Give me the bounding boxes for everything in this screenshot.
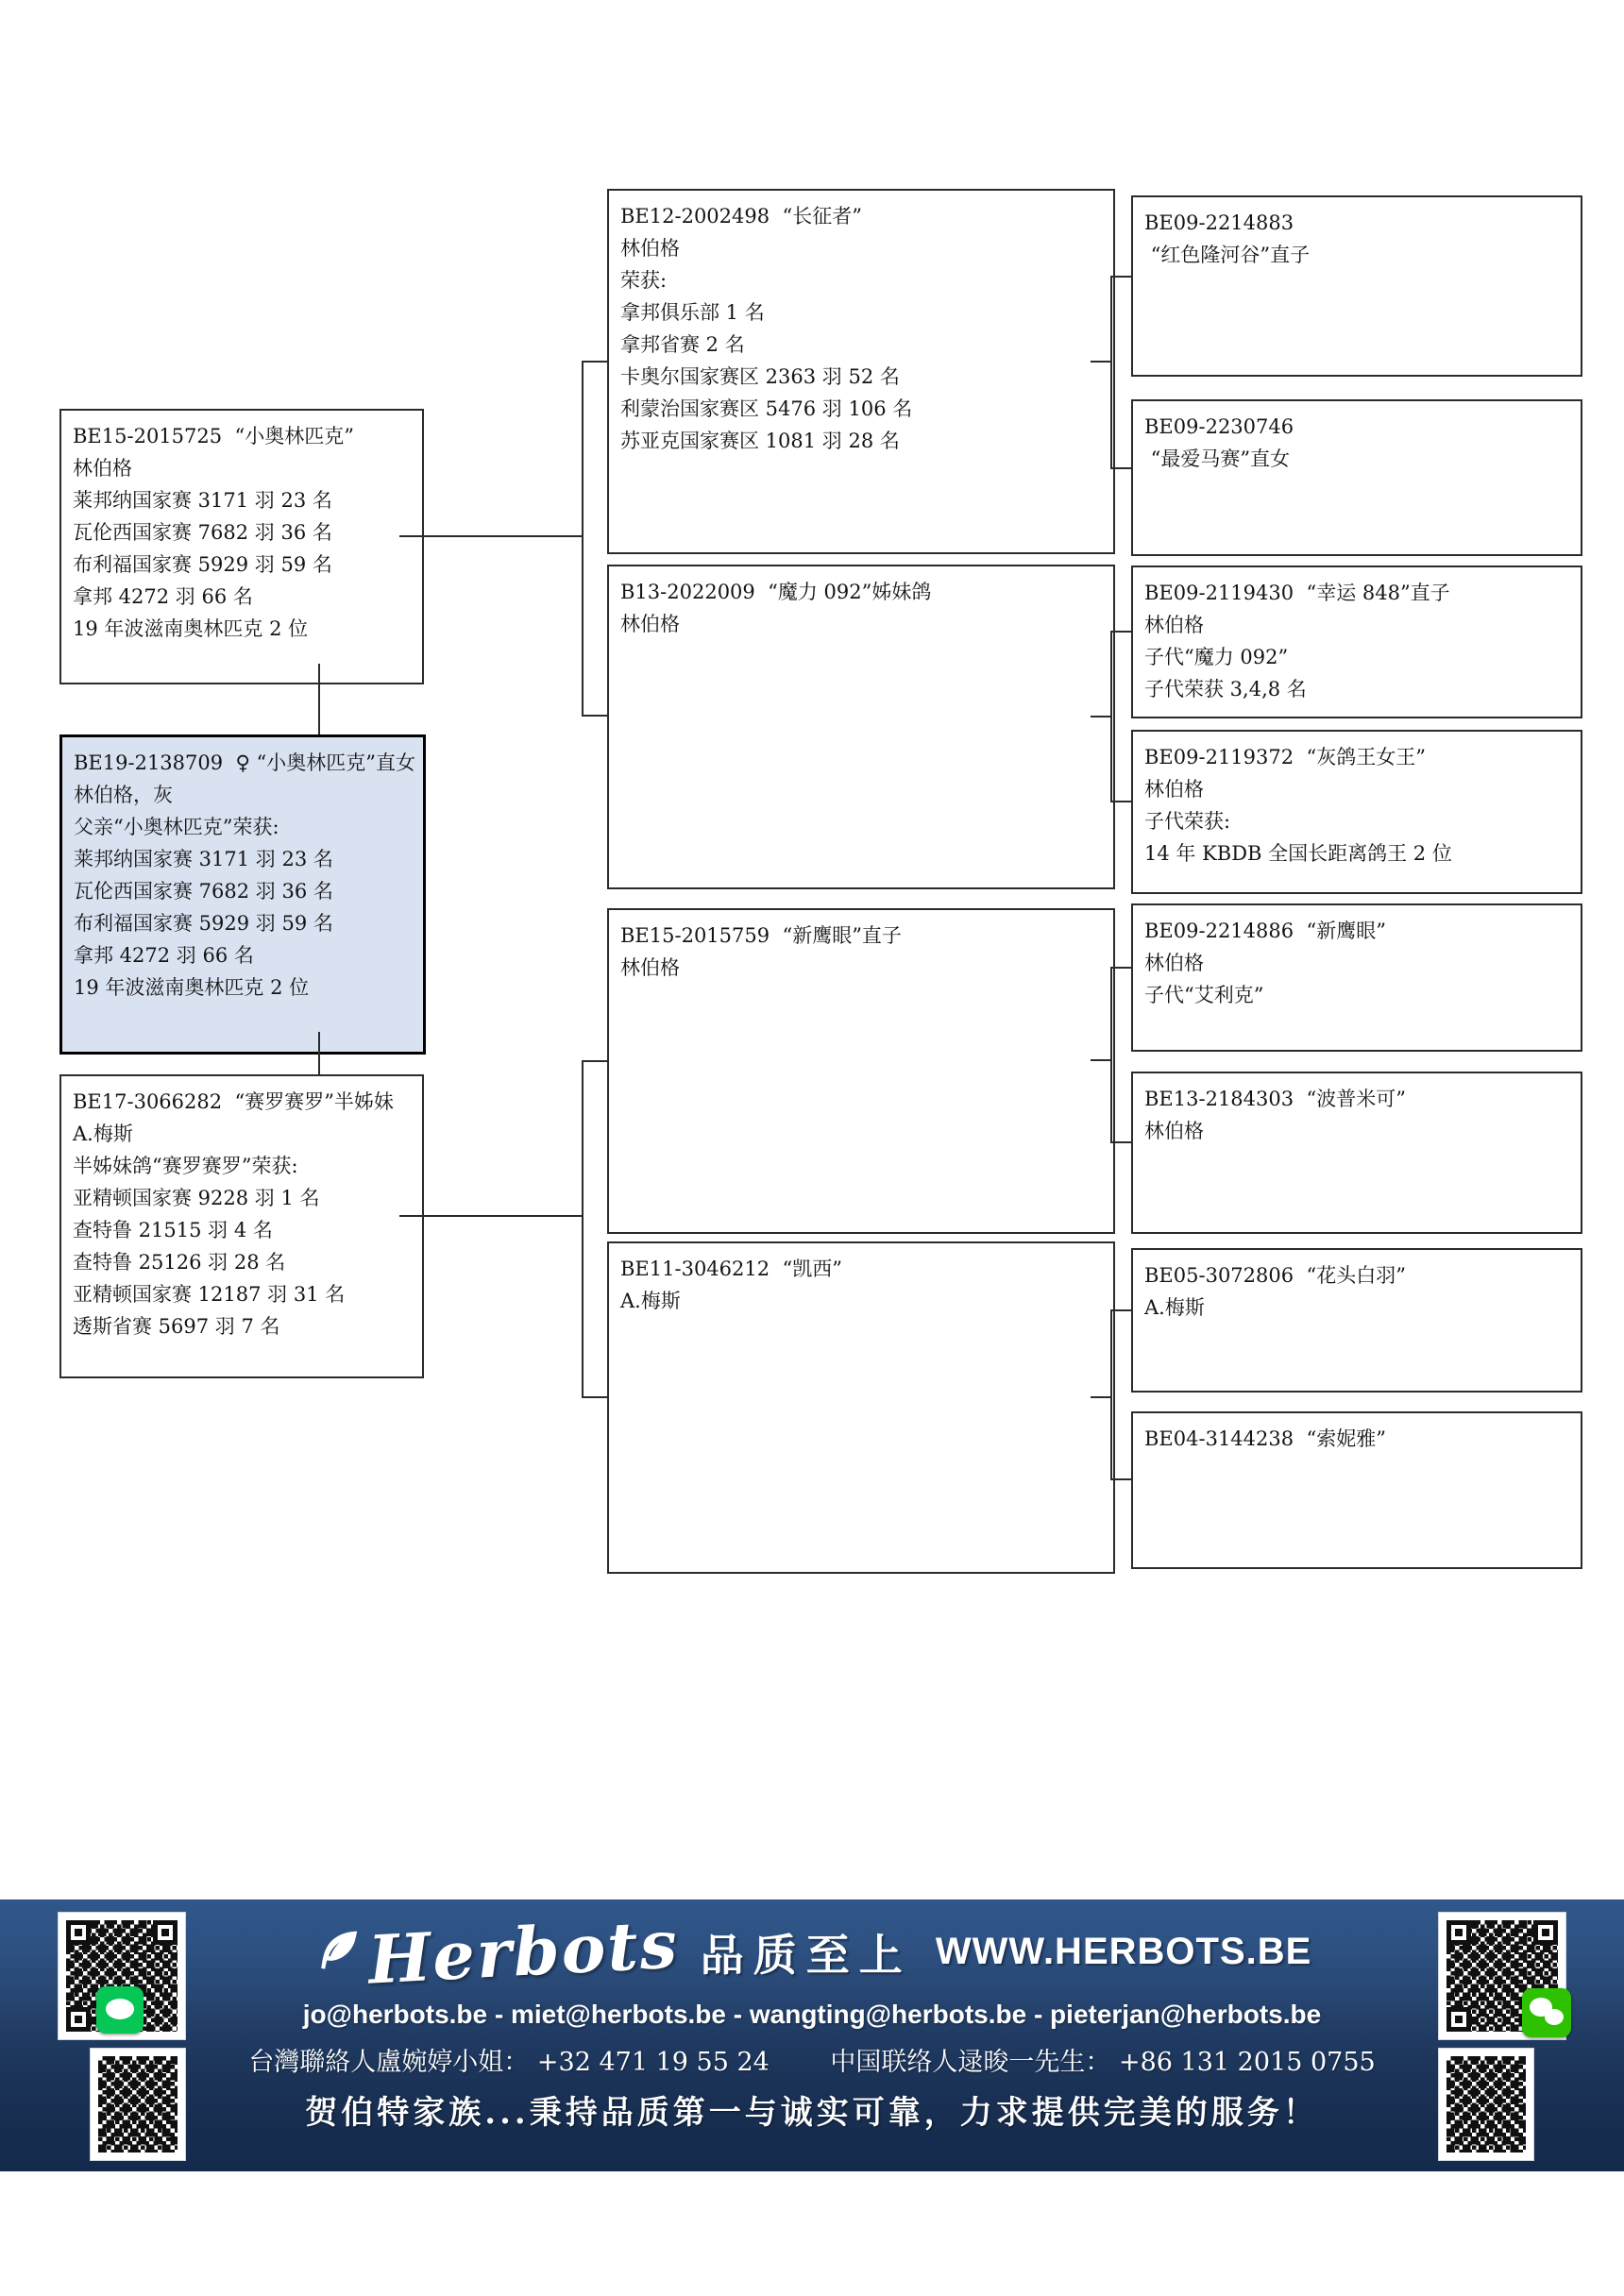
- qr-code-right-bottom: [1439, 2049, 1533, 2160]
- qr-finder: [1446, 1920, 1471, 1945]
- pedigree-box-mother: [59, 1074, 424, 1378]
- box-text-line: 子代“艾利克”: [1144, 984, 1264, 1006]
- box-text-line: 林伯格: [1144, 1120, 1204, 1142]
- pedigree-box-greatgrand-5: [1131, 903, 1582, 1052]
- connector-line: [1091, 1059, 1111, 1061]
- pedigree-box-grandsire-maternal: [607, 908, 1115, 1234]
- qr-finder: [153, 1920, 178, 1945]
- box-text-line: 荣获:: [620, 269, 668, 292]
- qr-finder: [1446, 2007, 1471, 2032]
- box-text-line: BE13-2184303 “波普米可”: [1144, 1088, 1406, 1110]
- box-text-line: 半姊妹鸽“赛罗赛罗”荣获:: [73, 1155, 298, 1177]
- wechat-icon: [1522, 1988, 1571, 2037]
- box-text-line: BE09-2214886 “新鹰眼”: [1144, 920, 1386, 942]
- footer-band: [0, 1899, 1624, 2171]
- pedigree-box-father: [59, 409, 424, 684]
- wechat-bubble-shape: [1545, 2009, 1564, 2025]
- box-text-line: 布利福国家赛 5929 羽 59 名: [74, 912, 333, 935]
- box-text-line: BE12-2002498 “长征者”: [620, 205, 862, 228]
- box-text-line: 林伯格: [620, 956, 680, 979]
- box-text-line: A.梅斯: [1144, 1296, 1205, 1319]
- connector-line: [1110, 967, 1112, 1143]
- box-text-line: 父亲“小奥林匹克”荣获:: [74, 816, 279, 838]
- box-text-line: 查特鲁 25126 羽 28 名: [73, 1251, 286, 1274]
- qr-finder: [66, 2007, 91, 2032]
- connector-line: [1110, 1309, 1112, 1480]
- pedigree-box-granddam-maternal: [607, 1241, 1115, 1574]
- email-line: jo@herbots.be - miet@herbots.be - wangting@herbots.be - pieterjan@herbots.be: [302, 2000, 1322, 2029]
- connector-line: [1110, 801, 1131, 802]
- box-text-line: BE17-3066282 “赛罗赛罗”半姊妹: [73, 1090, 394, 1113]
- box-text-line: 林伯格: [73, 457, 132, 480]
- pedigree-box-granddam-paternal: [607, 565, 1115, 889]
- box-text-line: 亚精顿国家赛 12187 羽 31 名: [73, 1283, 346, 1306]
- box-text-line: B13-2022009 “魔力 092”姊妹鸽: [620, 581, 932, 603]
- connector-line: [582, 1060, 607, 1062]
- contact-china: 中国联络人逯晙一先生： +86 131 2015 0755: [830, 2048, 1376, 2077]
- pedigree-box-grandsire-paternal: [607, 189, 1115, 554]
- box-text-line: 利蒙治国家赛区 5476 羽 106 名: [620, 397, 913, 420]
- qr-finder: [1533, 1920, 1558, 1945]
- pedigree-box-greatgrand-2: [1131, 399, 1582, 556]
- box-text-line: 布利福国家赛 5929 羽 59 名: [73, 553, 332, 576]
- box-text-line: 子代“魔力 092”: [1144, 646, 1289, 668]
- box-text-line: 苏亚克国家赛区 1081 羽 28 名: [620, 430, 900, 452]
- connector-line: [582, 1396, 607, 1398]
- pedigree-box-subject: [59, 734, 426, 1055]
- pedigree-box-greatgrand-1: [1131, 195, 1582, 377]
- line-icon: [96, 1986, 144, 2034]
- box-text-line: BE15-2015759 “新鹰眼”直子: [620, 924, 902, 947]
- box-text-line: 查特鲁 21515 羽 4 名: [73, 1219, 273, 1241]
- pedigree-box-greatgrand-7: [1131, 1248, 1582, 1393]
- connector-line: [1110, 276, 1112, 469]
- box-text-line: 拿邦俱乐部 1 名: [620, 301, 765, 324]
- box-text-line: BE09-2119430 “幸运 848”直子: [1144, 582, 1450, 604]
- qr-pattern: [98, 2056, 178, 2152]
- box-text-line: 莱邦纳国家赛 3171 羽 23 名: [73, 489, 332, 512]
- connector-line: [1091, 361, 1111, 363]
- contact-line: [0, 2041, 1624, 2078]
- box-text-line: 子代荣获 3,4,8 名: [1144, 678, 1307, 701]
- connector-line: [582, 361, 607, 363]
- pedigree-box-greatgrand-3: [1131, 566, 1582, 718]
- box-text-line: BE11-3046212 “凯西”: [620, 1258, 842, 1280]
- box-text-line: 莱邦纳国家赛 3171 羽 23 名: [74, 848, 333, 870]
- contact-taiwan: 台灣聯絡人盧婉婷小姐： +32 471 19 55 24: [248, 2048, 770, 2077]
- box-text-line: 林伯格: [620, 613, 680, 635]
- box-text-line: 林伯格，灰: [74, 784, 173, 806]
- connector-line: [399, 535, 584, 537]
- box-text-line: 瓦伦西国家赛 7682 羽 36 名: [73, 521, 332, 544]
- connector-line: [582, 1060, 584, 1398]
- box-text-line: A.梅斯: [73, 1123, 133, 1145]
- line-bubble-shape: [106, 1999, 134, 2019]
- connector-line: [318, 1032, 320, 1074]
- box-text-line: 19 年波滋南奥林匹克 2 位: [73, 617, 309, 640]
- qr-code-left-bottom: [91, 2049, 185, 2160]
- box-text-line: BE19-2138709 ♀ “小奥林匹克”直女: [74, 751, 415, 774]
- connector-line: [1110, 967, 1131, 969]
- qr-pattern: [1446, 2056, 1526, 2152]
- pedigree-box-greatgrand-8: [1131, 1411, 1582, 1569]
- box-text-line: “最爱马赛”直女: [1144, 447, 1291, 470]
- box-text-line: “红色隆河谷”直子: [1144, 244, 1311, 266]
- box-text-line: A.梅斯: [620, 1290, 681, 1312]
- box-text-line: 瓦伦西国家赛 7682 羽 36 名: [74, 880, 333, 903]
- pedigree-box-greatgrand-4: [1131, 730, 1582, 894]
- box-text-line: BE15-2015725 “小奥林匹克”: [73, 425, 354, 447]
- box-text-line: 林伯格: [1144, 952, 1204, 974]
- box-text-line: 子代荣获:: [1144, 810, 1231, 833]
- connector-line: [582, 715, 607, 717]
- website-url: WWW.HERBOTS.BE: [935, 1931, 1312, 1972]
- box-text-line: BE04-3144238 “索妮雅”: [1144, 1427, 1386, 1450]
- connector-line: [582, 361, 584, 715]
- box-text-line: 拿邦 4272 羽 66 名: [74, 944, 254, 967]
- box-text-line: 19 年波滋南奥林匹克 2 位: [74, 976, 310, 999]
- box-text-line: 卡奥尔国家赛区 2363 羽 52 名: [620, 365, 900, 388]
- connector-line: [1110, 1141, 1131, 1143]
- box-text-line: 林伯格: [620, 237, 680, 260]
- box-text-line: BE09-2230746: [1144, 415, 1294, 438]
- brand-tagline: 品质至上: [700, 1929, 912, 1981]
- connector-line: [1110, 1309, 1131, 1311]
- connector-line: [1091, 716, 1111, 718]
- box-text-line: 亚精顿国家赛 9228 羽 1 名: [73, 1187, 320, 1209]
- connector-line: [399, 1215, 584, 1217]
- qr-finder: [66, 1920, 91, 1945]
- box-text-line: 林伯格: [1144, 778, 1204, 801]
- box-text-line: 拿邦省赛 2 名: [620, 333, 745, 356]
- connector-line: [1091, 1396, 1111, 1398]
- box-text-line: BE09-2119372 “灰鸽王女王”: [1144, 746, 1426, 768]
- box-text-line: 透斯省赛 5697 羽 7 名: [73, 1315, 280, 1338]
- connector-line: [318, 664, 320, 734]
- box-text-line: 林伯格: [1144, 614, 1204, 636]
- connector-line: [1110, 276, 1131, 278]
- connector-line: [1110, 467, 1131, 469]
- box-text-line: BE09-2214883: [1144, 211, 1294, 234]
- box-text-line: 拿邦 4272 羽 66 名: [73, 585, 253, 608]
- pedigree-box-greatgrand-6: [1131, 1072, 1582, 1234]
- footer-brand-row: [0, 1904, 1624, 2000]
- connector-line: [1110, 631, 1131, 633]
- connector-line: [1110, 631, 1112, 802]
- herbots-logo: Herbots: [365, 1904, 681, 2000]
- box-text-line: BE05-3072806 “花头白羽”: [1144, 1264, 1406, 1287]
- footer-slogan: 贺伯特家族...秉持品质第一与诚实可靠，力求提供完美的服务！: [305, 2094, 1319, 2132]
- box-text-line: 14 年 KBDB 全国长距离鸽王 2 位: [1144, 842, 1452, 865]
- connector-line: [1110, 1478, 1131, 1480]
- feather-icon: [313, 1925, 364, 1980]
